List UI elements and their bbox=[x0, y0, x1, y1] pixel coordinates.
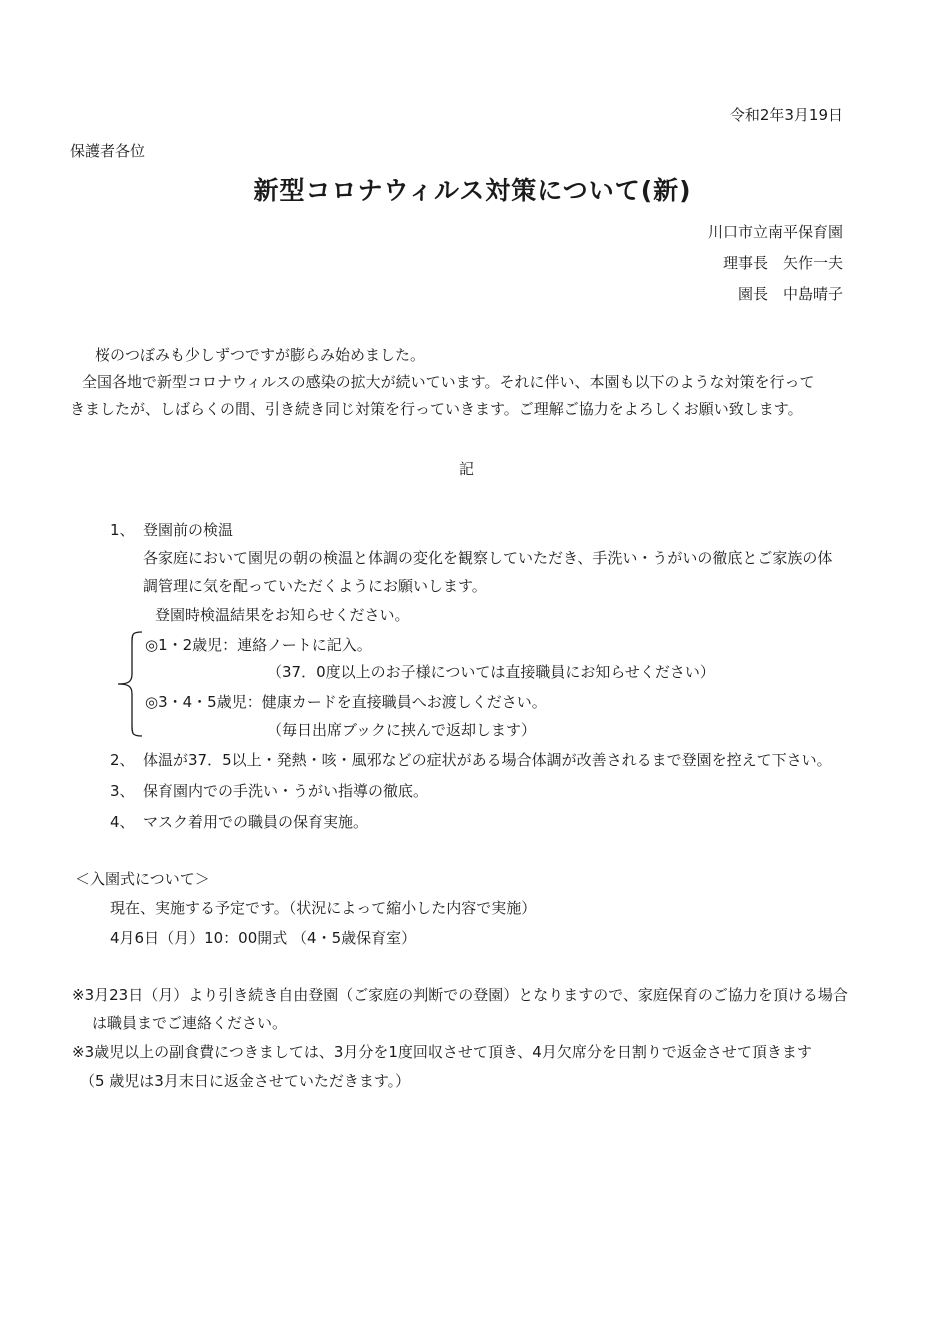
item-1-title: 登園前の検温 bbox=[143, 521, 234, 539]
curly-brace-icon bbox=[114, 628, 144, 738]
intro-paragraph-2-line-1: 全国各地で新型コロナウィルスの感染の拡大が続いています。それに伴い、本園も以下のような対策を行って bbox=[82, 373, 815, 391]
item-3-text: 保育園内での手洗い・うがい指導の徹底。 bbox=[143, 782, 429, 800]
intro-paragraph-1: 桜のつぼみも少しずつですが膨らみ始めました。 bbox=[95, 346, 426, 364]
intro-paragraph-2-line-2: きましたが、しばらくの間、引き続き同じ対策を行っていきます。ご理解ご協力をよろしくお願い致します。 bbox=[70, 400, 803, 418]
item-1-sub-1-note: （37．0度以上のお子様については直接職員にお知らせください） bbox=[267, 663, 715, 681]
note-2-line-1: ※3歳児以上の副食費につきましては、3月分を1度回収させて頂き、4月欠席分を日割りで返金させて頂きます bbox=[72, 1043, 812, 1061]
item-4-number: 4、 bbox=[110, 813, 135, 831]
item-3-number: 3、 bbox=[110, 782, 135, 800]
document-date: 令和2年3月19日 bbox=[729, 106, 843, 124]
recipient: 保護者各位 bbox=[70, 142, 146, 160]
ceremony-heading: ＜入園式について＞ bbox=[75, 870, 210, 888]
note-1-line-2: は職員までご連絡ください。 bbox=[92, 1014, 288, 1032]
sender-director: 園長 中島晴子 bbox=[737, 285, 843, 303]
sender-org: 川口市立南平保育園 bbox=[707, 223, 843, 241]
ceremony-line-2: 4月6日（月）10：00開式 （4・5歳保育室） bbox=[110, 929, 417, 947]
item-2-text: 体温が37．5以上・発熱・咳・風邪などの症状がある場合体調が改善されるまで登園を控えて下さい。 bbox=[143, 751, 832, 769]
item-1-body-line-1: 各家庭において園児の朝の検温と体調の変化を観察していただき、手洗い・うがいの徹底とご家族の体 bbox=[143, 549, 833, 567]
item-1-sub-2: ◎3・4・5歳児：健康カードを直接職員へお渡しください。 bbox=[145, 693, 547, 711]
sender-chairman: 理事長 矢作一夫 bbox=[722, 254, 843, 272]
item-4-text: マスク着用での職員の保育実施。 bbox=[143, 813, 369, 831]
note-2-line-2: （5 歳児は3月末日に返金させていただきます。） bbox=[80, 1072, 411, 1090]
page-title: 新型コロナウィルス対策について(新) bbox=[253, 176, 692, 205]
ki-heading: 記 bbox=[459, 460, 475, 478]
item-1-sub-2-note: （毎日出席ブックに挟んで返却します） bbox=[267, 721, 536, 739]
item-2-number: 2、 bbox=[110, 751, 135, 769]
ceremony-line-1: 現在、実施する予定です。（状況によって縮小した内容で実施） bbox=[110, 899, 537, 917]
item-1-sub-1: ◎1・2歳児：連絡ノートに記入。 bbox=[145, 636, 372, 654]
item-1-number: 1、 bbox=[110, 521, 135, 539]
item-1-body-line-2: 調管理に気を配っていただくようにお願いします。 bbox=[143, 577, 487, 595]
note-1-line-1: ※3月23日（月）より引き続き自由登園（ご家庭の判断での登園）となりますので、家庭保育のご協力を頂ける場合 bbox=[72, 986, 848, 1004]
item-1-notice: 登園時検温結果をお知らせください。 bbox=[155, 606, 410, 624]
